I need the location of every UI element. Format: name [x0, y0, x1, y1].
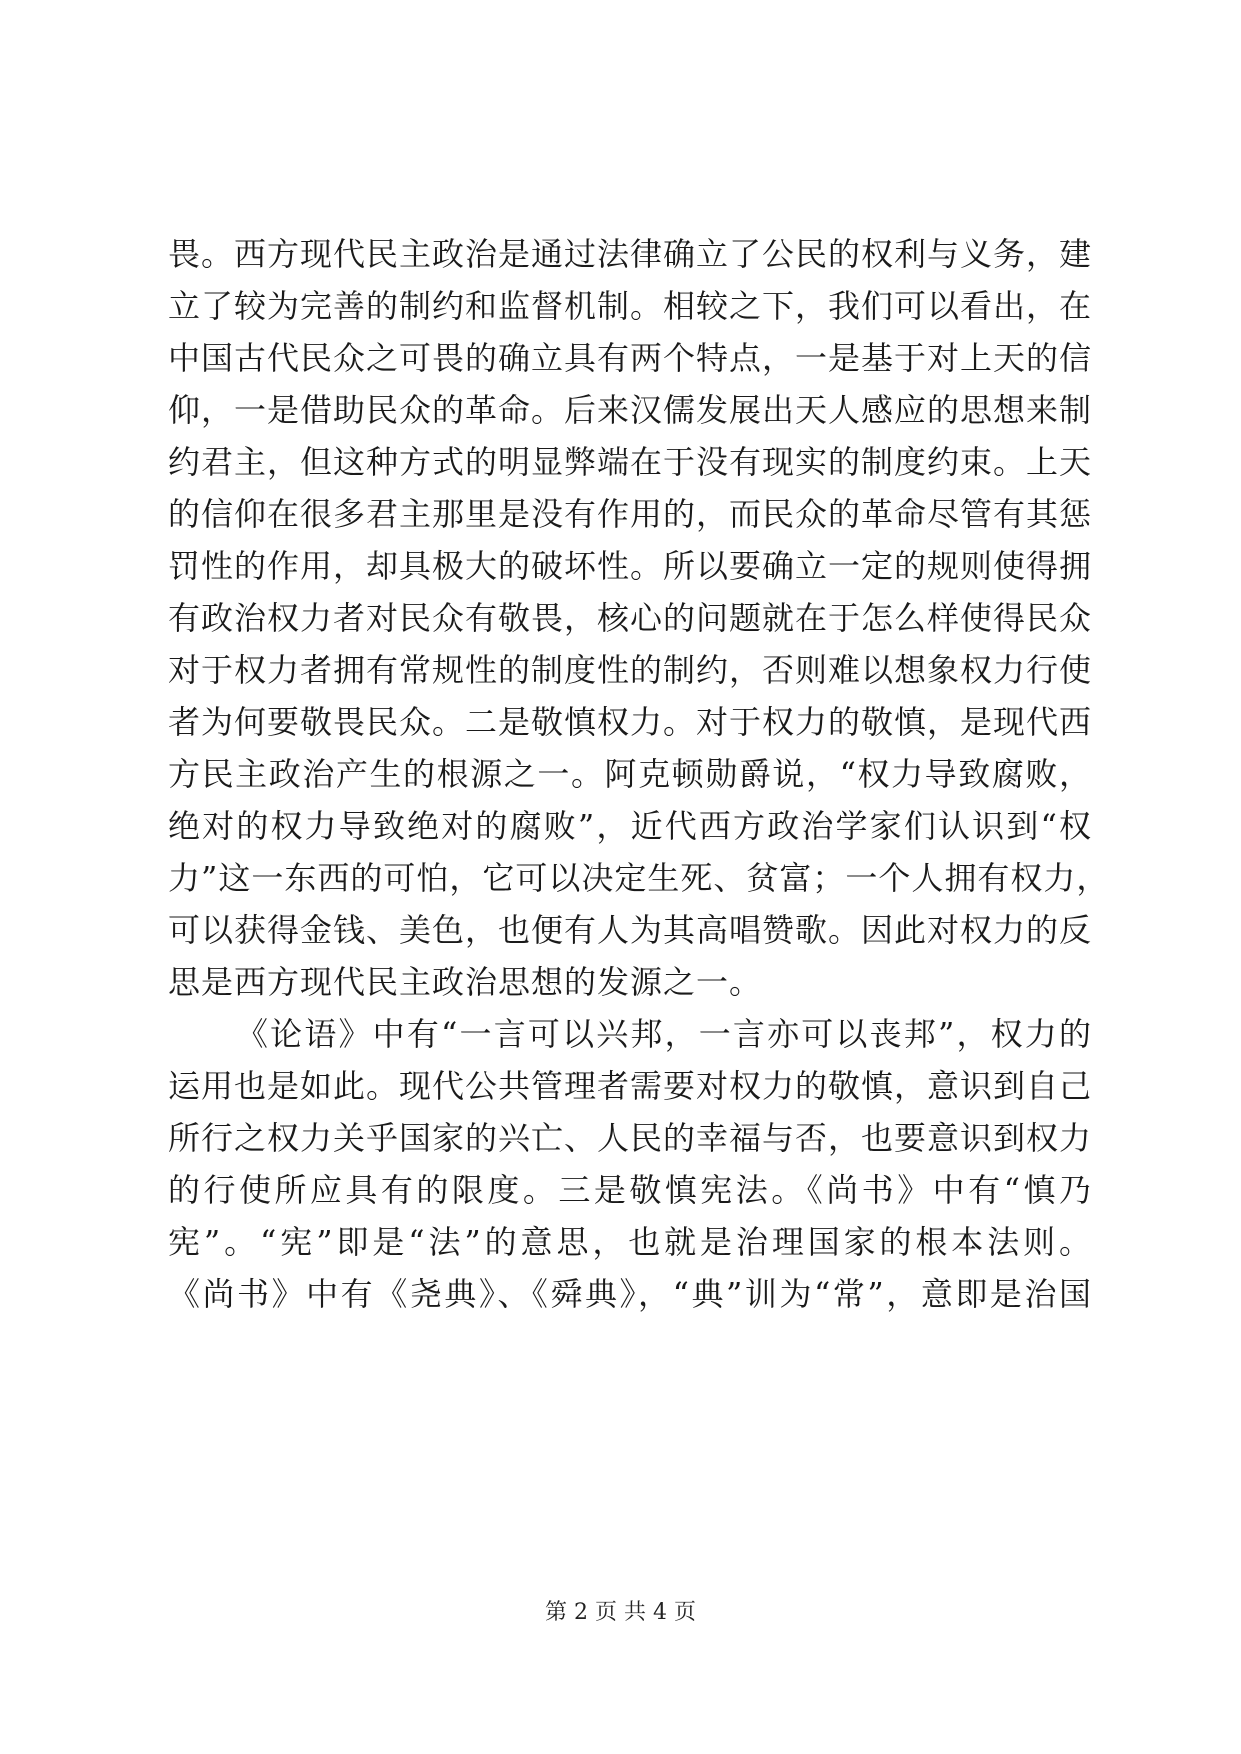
text-line: 中国古代民众之可畏的确立具有两个特点，一是基于对上天的信 — [168, 339, 1093, 377]
text-line: 者为何要敬畏民众。二是敬慎权力。对于权力的敬慎，是现代西 — [168, 703, 1093, 741]
text-line: 《尚书》中有《尧典》、《舜典》，“典”训为“常”，意即是治国 — [168, 1275, 1092, 1313]
body-text — [168, 228, 1110, 1320]
text-line: 思是西方现代民主政治思想的发源之一。 — [168, 963, 763, 1001]
text-line: 可以获得金钱、美色，也便有人为其高唱赞歌。因此对权力的反 — [168, 911, 1093, 949]
text-line: 对于权力者拥有常规性的制度性的制约，否则难以想象权力行使 — [168, 651, 1093, 689]
text-line: 宪”。“宪”即是“法”的意思，也就是治理国家的根本法则。 — [168, 1223, 1092, 1261]
page-footer: 第 2 页 共 4 页 — [545, 1600, 696, 1625]
text-line: 方民主政治产生的根源之一。阿克顿勋爵说，“权力导致腐败， — [168, 755, 1092, 793]
text-line: 力”这一东西的可怕，它可以决定生死、贫富；一个人拥有权力， — [168, 859, 1110, 897]
text-line: 罚性的作用，却具极大的破坏性。所以要确立一定的规则使得拥 — [168, 547, 1093, 585]
text-line: 有政治权力者对民众有敬畏，核心的问题就在于怎么样使得民众 — [168, 599, 1093, 637]
text-line: 所行之权力关乎国家的兴亡、人民的幸福与否，也要意识到权力 — [168, 1119, 1093, 1157]
text-line: 仰，一是借助民众的革命。后来汉儒发展出天人感应的思想来制 — [168, 391, 1093, 429]
text-line: 运用也是如此。现代公共管理者需要对权力的敬慎，意识到自己 — [168, 1067, 1093, 1105]
text-line: 绝对的权力导致绝对的腐败”，近代西方政治学家们认识到“权 — [168, 807, 1092, 845]
text-line-indented: 《论语》中有“一言可以兴邦，一言亦可以丧邦”，权力的 — [236, 1015, 1092, 1053]
text-line: 的信仰在很多君主那里是没有作用的，而民众的革命尽管有其惩 — [168, 495, 1093, 533]
text-line: 立了较为完善的制约和监督机制。相较之下，我们可以看出，在 — [168, 287, 1093, 325]
text-line: 畏。西方现代民主政治是通过法律确立了公民的权利与义务，建 — [168, 235, 1093, 273]
text-line: 的行使所应具有的限度。三是敬慎宪法。《尚书》中有“慎乃 — [168, 1171, 1092, 1209]
text-line: 约君主，但这种方式的明显弊端在于没有现实的制度约束。上天 — [168, 443, 1093, 481]
